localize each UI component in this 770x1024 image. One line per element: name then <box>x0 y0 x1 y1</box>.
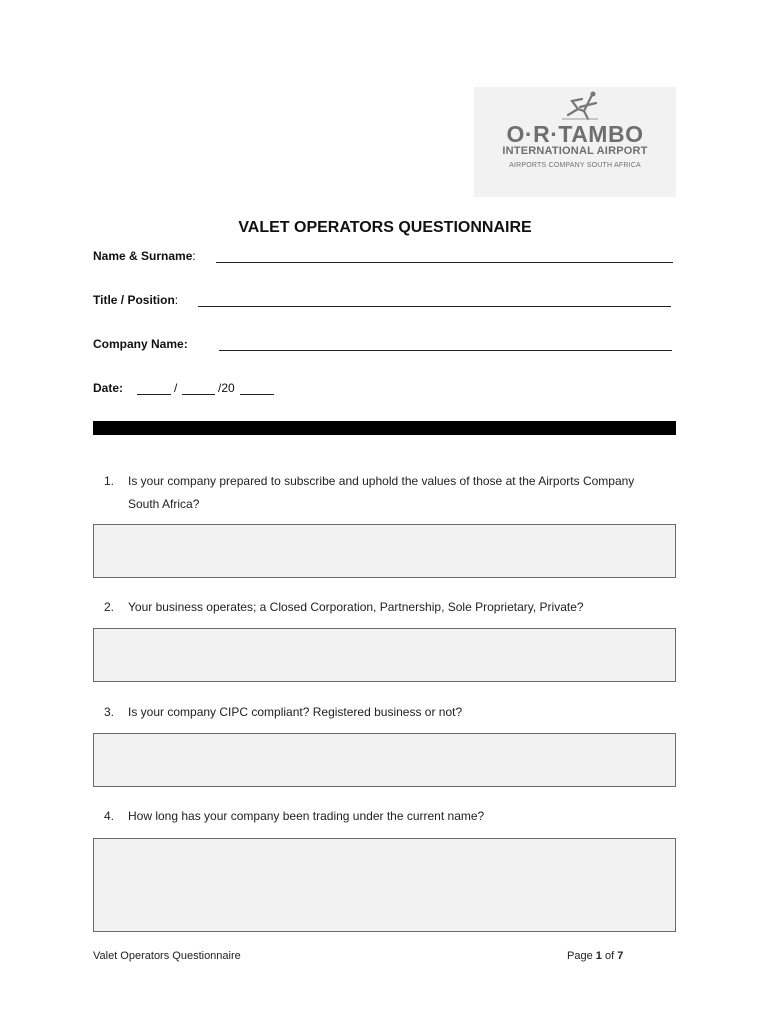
name-colon: : <box>192 249 196 263</box>
page-current: 1 <box>595 950 602 962</box>
page-title: VALET OPERATORS QUESTIONNAIRE <box>238 219 532 236</box>
of-word: of <box>604 950 615 962</box>
question-number: 1. <box>104 474 115 488</box>
page-total: 7 <box>617 950 624 962</box>
question-number: 2. <box>104 600 115 614</box>
date-month-line[interactable] <box>182 394 215 395</box>
question-number: 4. <box>104 809 115 823</box>
answer-box-1[interactable] <box>93 524 676 578</box>
question-2 <box>104 596 638 619</box>
logo-tagline: AIRPORTS COMPANY SOUTH AFRICA <box>509 162 641 169</box>
answer-box-2[interactable] <box>93 628 676 682</box>
question-text: Is your company CIPC compliant? Registered business or not? <box>128 705 463 719</box>
question-text: How long has your company been trading under the current name? <box>128 809 485 823</box>
question-3 <box>104 701 638 724</box>
logo-subtitle: INTERNATIONAL AIRPORT <box>502 145 648 157</box>
date-field-label <box>93 381 123 395</box>
title-field-label <box>93 293 178 307</box>
name-input-line[interactable] <box>216 262 673 263</box>
title-colon: : <box>174 293 179 307</box>
page-word: Page <box>567 950 593 962</box>
question-1 <box>104 470 638 516</box>
date-day-line[interactable] <box>137 394 171 395</box>
airport-logo <box>474 87 676 197</box>
name-label: Name & Surname <box>93 249 193 263</box>
company-field-label <box>93 337 188 351</box>
date-label: Date: <box>93 381 124 395</box>
date-year-line[interactable] <box>240 394 274 395</box>
footer-page-number <box>567 950 623 962</box>
title-label: Title / Position <box>93 293 175 307</box>
name-field-label <box>93 249 196 263</box>
question-number: 3. <box>104 705 115 719</box>
runner-figure-icon <box>558 89 602 125</box>
question-text: Your business operates; a Closed Corporation, Partnership, Sole Proprietary, Private? <box>128 600 584 614</box>
logo-title: O·R·TAMBO <box>506 121 644 147</box>
date-sep-2: /20 <box>218 381 235 395</box>
title-input-line[interactable] <box>198 306 671 307</box>
answer-box-4[interactable] <box>93 838 676 932</box>
answer-box-3[interactable] <box>93 733 676 787</box>
question-text: Is your company prepared to subscribe and uphold the values of those at the Airports Company South Africa? <box>128 474 635 511</box>
date-sep-1: / <box>174 381 178 395</box>
question-4 <box>104 805 638 828</box>
section-divider-bar <box>93 421 676 435</box>
company-label: Company Name: <box>93 337 188 351</box>
footer-document-title: Valet Operators Questionnaire <box>93 950 241 962</box>
company-input-line[interactable] <box>219 350 672 351</box>
